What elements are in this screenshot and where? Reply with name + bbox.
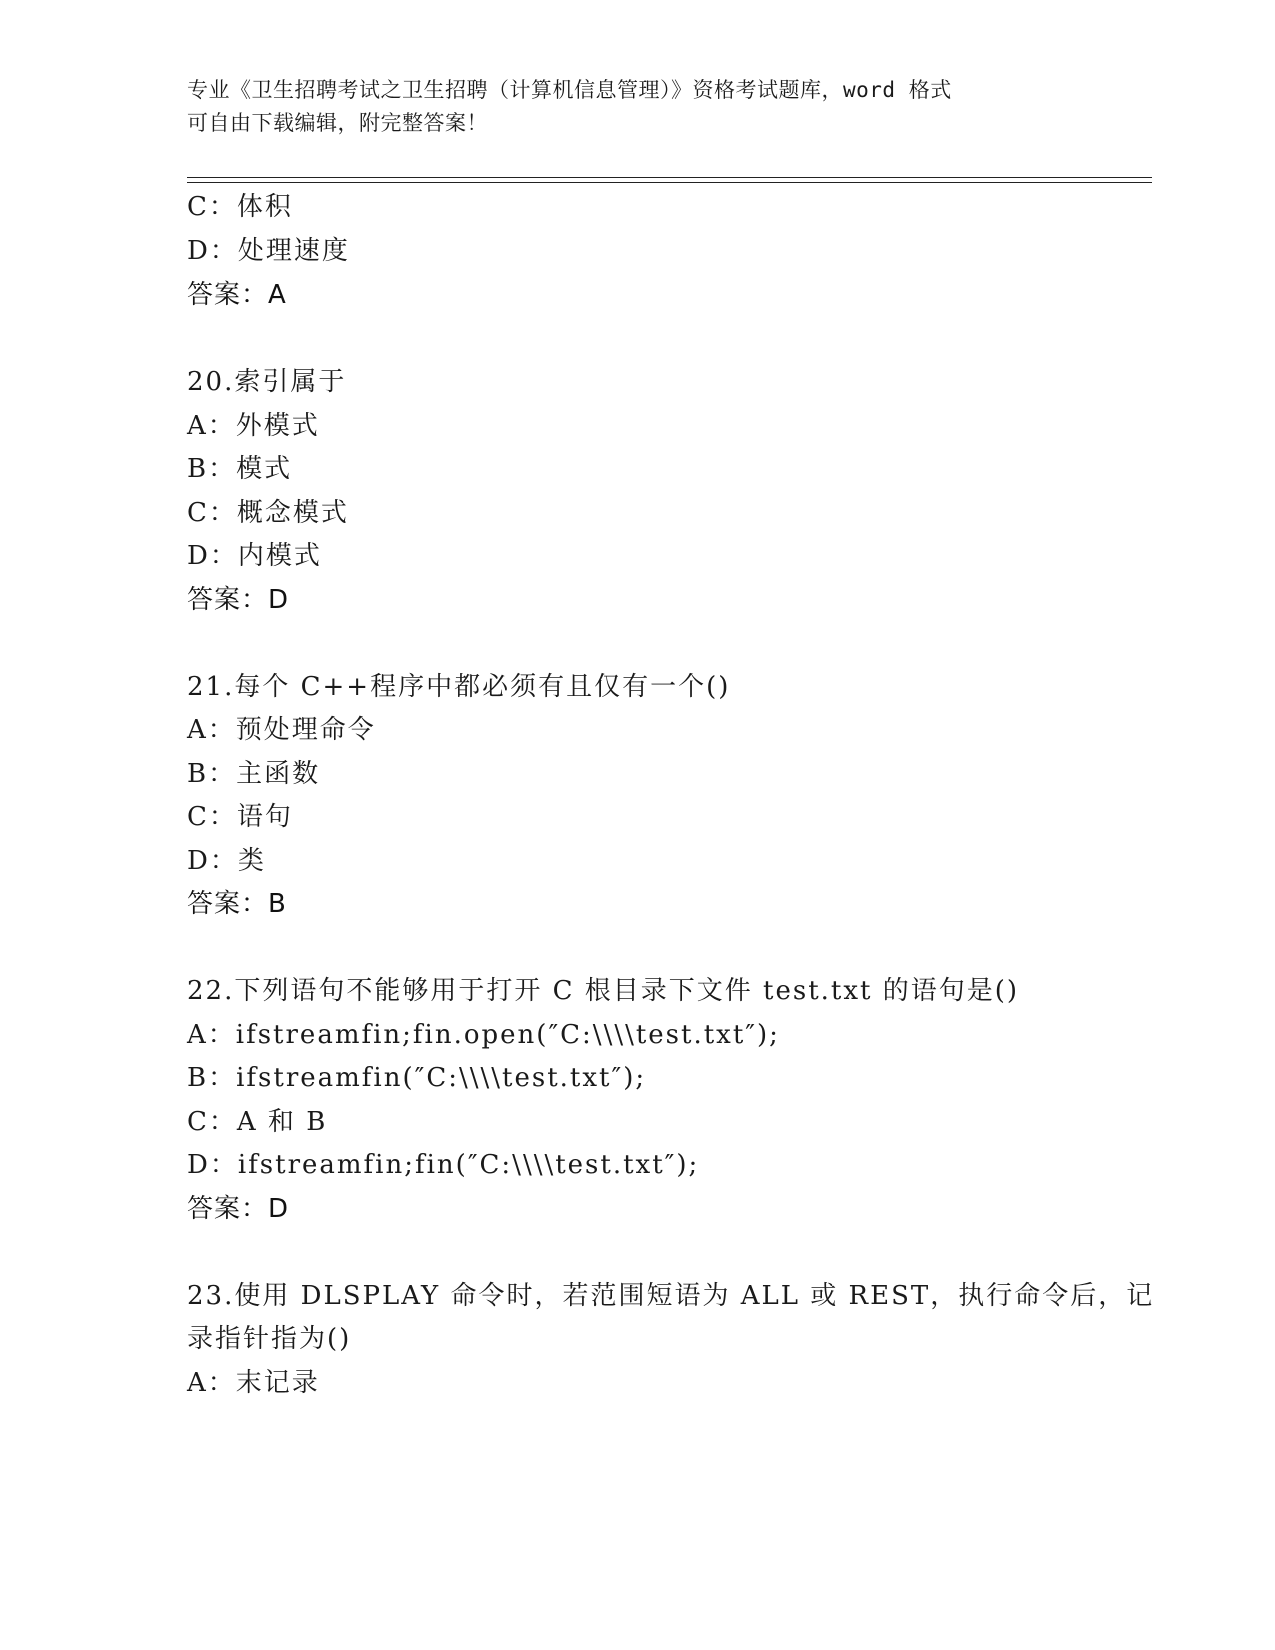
q23-stem-line-1: 23.使用 DLSPLAY 命令时，若范围短语为 ALL 或 REST，执行命令后，记	[187, 1281, 1155, 1311]
q21-option-d: D：类	[187, 846, 266, 876]
q20-option-c: C：概念模式	[187, 498, 349, 528]
q21-option-a: A：预处理命令	[187, 715, 376, 745]
q23-option-a: A：末记录	[187, 1368, 320, 1398]
q21-answer: 答案：B	[187, 889, 287, 919]
q19-answer: 答案：A	[187, 280, 287, 310]
q21-option-b: B：主函数	[187, 759, 321, 789]
q19-option-c: C：体积	[187, 192, 293, 222]
q22-option-c: C：A 和 B	[187, 1107, 328, 1137]
q23-stem-line-2: 录指针指为()	[187, 1324, 352, 1354]
document-header	[187, 74, 1087, 140]
q22-stem: 22.下列语句不能够用于打开 C 根目录下文件 test.txt 的语句是()	[187, 976, 1020, 1006]
q20-option-b: B：模式	[187, 454, 293, 484]
q21-stem: 21.每个 C++程序中都必须有且仅有一个()	[187, 672, 731, 702]
header-title-line-2: 可自由下载编辑，附完整答案！	[187, 111, 488, 135]
q19-option-d: D：处理速度	[187, 236, 350, 266]
header-title-line-1: 专业《卫生招聘考试之卫生招聘（计算机信息管理）》资格考试题库，word 格式	[187, 78, 952, 102]
q21-option-c: C：语句	[187, 802, 293, 832]
q22-option-d: D：ifstreamfin;fin(″C:\\\\test.txt″);	[187, 1150, 700, 1180]
header-divider-top	[187, 177, 1152, 178]
q20-answer: 答案：D	[187, 585, 290, 615]
q20-option-d: D：内模式	[187, 541, 322, 571]
q20-stem: 20.索引属于	[187, 367, 347, 397]
header-divider-bottom	[187, 182, 1152, 183]
q22-answer: 答案：D	[187, 1194, 290, 1224]
q20-option-a: A：外模式	[187, 411, 320, 441]
q22-option-b: B：ifstreamfin(″C:\\\\test.txt″);	[187, 1063, 647, 1093]
q22-option-a: A：ifstreamfin;fin.open(″C:\\\\test.txt″);	[187, 1020, 780, 1050]
